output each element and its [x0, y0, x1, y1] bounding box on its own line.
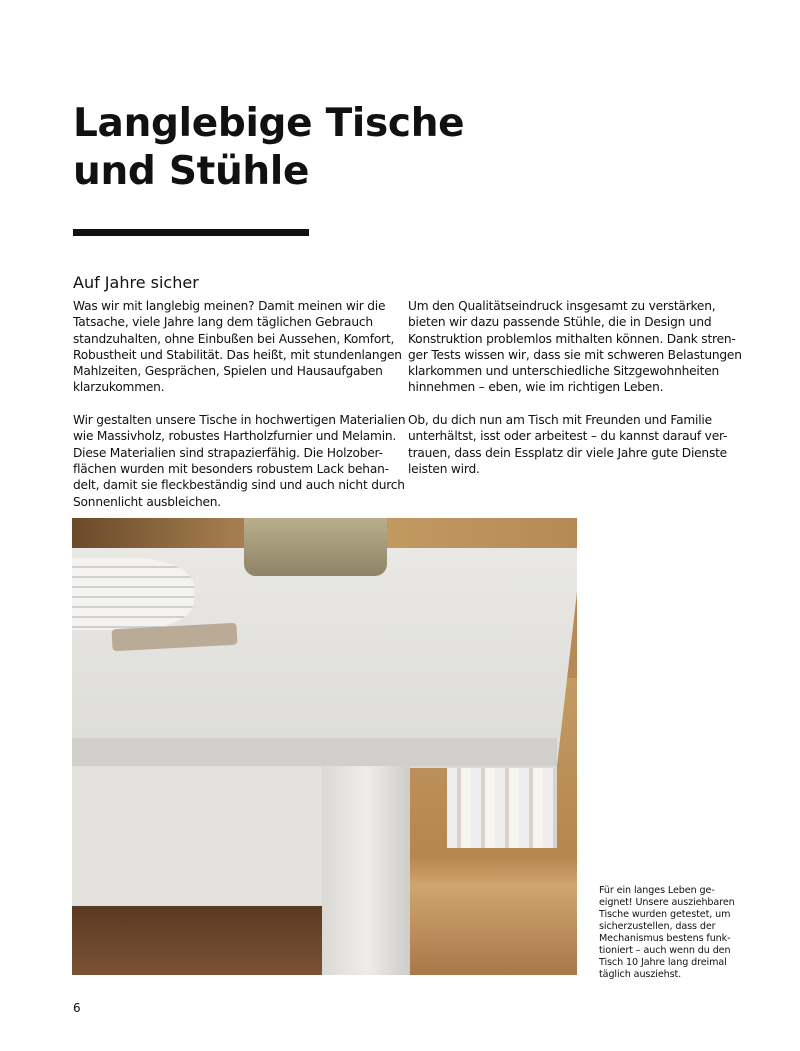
- wooden-floor: [72, 906, 322, 975]
- text-line: Ob, du dich nun am Tisch mit Freunden und Familie: [408, 413, 712, 428]
- text-line: Konstruktion problemlos mithalten können. Dank stren-: [408, 331, 736, 346]
- caption-line: sicherzustellen, dass der: [599, 921, 716, 932]
- caption-line: täglich ausziehst.: [599, 969, 682, 980]
- title-line: Langlebige Tische: [73, 101, 465, 146]
- text-line: ger Tests wissen wir, dass sie mit schweren Belastungen: [408, 347, 742, 362]
- glass-jar: [244, 518, 387, 576]
- caption-line: Tische wurden getestet, um: [599, 909, 731, 920]
- stacked-plates: [72, 558, 194, 630]
- text-line: leisten wird.: [408, 461, 480, 476]
- caption-line: Für ein langes Leben ge-: [599, 885, 715, 896]
- body-column-left: [73, 298, 405, 526]
- title-underline-bar: [73, 229, 309, 236]
- page-number: 6: [73, 1001, 81, 1015]
- text-line: Sonnenlicht ausbleichen.: [73, 494, 221, 509]
- table-photo: [72, 518, 577, 975]
- text-line: flächen wurden mit besonders robustem Lack behan-: [73, 461, 389, 476]
- section-subtitle: Auf Jahre sicher: [73, 273, 199, 292]
- text-line: delt, damit sie fleckbeständig sind und auch nicht durch: [73, 478, 405, 493]
- body-column-right: [408, 298, 742, 494]
- text-line: Tatsache, viele Jahre lang dem täglichen Gebrauch: [73, 315, 373, 330]
- text-line: wie Massivholz, robustes Hartholzfurnier und Melamin.: [73, 429, 397, 444]
- paragraph: [73, 298, 405, 396]
- text-line: Robustheit und Stabilität. Das heißt, mit stundenlangen: [73, 347, 402, 362]
- table-leg: [322, 766, 410, 975]
- text-line: trauen, dass dein Essplatz dir viele Jahre gute Dienste: [408, 445, 727, 460]
- text-line: Wir gestalten unsere Tische in hochwertigen Materialien: [73, 413, 406, 428]
- text-line: bieten wir dazu passende Stühle, die in Design und: [408, 315, 712, 330]
- text-line: standzuhalten, ohne Einbußen bei Aussehen, Komfort,: [73, 331, 395, 346]
- photo-caption: [599, 885, 735, 981]
- paragraph: [408, 412, 742, 477]
- text-line: hinnehmen – eben, wie im richtigen Leben.: [408, 380, 664, 395]
- caption-line: Mechanismus bestens funk-: [599, 933, 731, 944]
- page-title: [73, 100, 464, 196]
- text-line: Was wir mit langlebig meinen? Damit meinen wir die: [73, 299, 386, 313]
- text-line: klarkommen und unterschiedliche Sitzgewohnheiten: [408, 364, 720, 379]
- text-line: Um den Qualitätseindruck insgesamt zu verstärken,: [408, 299, 716, 313]
- caption-line: eignet! Unsere ausziehbaren: [599, 897, 735, 908]
- text-line: klarzukommen.: [73, 380, 165, 395]
- text-line: unterhältst, isst oder arbeitest – du kannst darauf ver-: [408, 429, 728, 444]
- paragraph: [73, 412, 405, 510]
- title-line: und Stühle: [73, 149, 310, 194]
- caption-line: Tisch 10 Jahre lang dreimal: [599, 957, 727, 968]
- caption-line: tioniert – auch wenn du den: [599, 945, 731, 956]
- paragraph: [408, 298, 742, 396]
- text-line: Mahlzeiten, Gesprächen, Spielen und Hausaufgaben: [73, 364, 383, 379]
- text-line: Diese Materialien sind strapazierfähig. Die Holzober-: [73, 445, 383, 460]
- tabletop-edge: [72, 738, 557, 766]
- table-apron: [72, 766, 322, 906]
